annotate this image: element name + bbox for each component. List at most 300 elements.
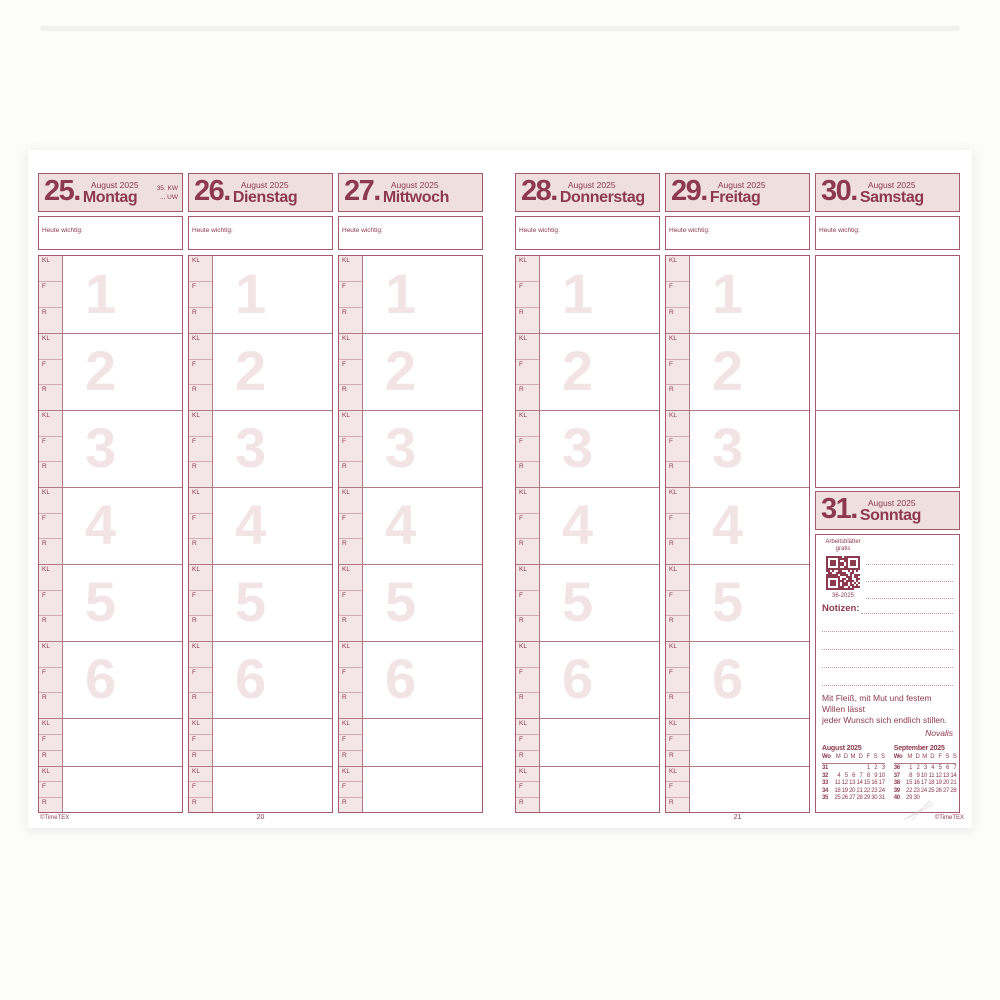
subject-cell: F — [39, 781, 62, 796]
lesson-slot-labels — [666, 565, 690, 641]
mini-calendar-dow: D — [858, 754, 863, 761]
lesson-slot-labels — [516, 719, 540, 766]
lesson-entry-area — [63, 334, 182, 410]
day-title — [860, 180, 924, 207]
subject-cell: F — [516, 781, 539, 796]
lesson-slot-labels — [189, 767, 213, 812]
lesson-row — [189, 410, 332, 487]
today-important-box — [38, 216, 183, 250]
lesson-slot-labels — [39, 411, 63, 487]
mini-calendar-header-row — [822, 754, 885, 764]
worksheets-label: Arbeitsblätter — [825, 539, 861, 545]
mini-calendar-day: 11 — [834, 780, 841, 787]
class-cell: KL — [189, 411, 212, 436]
room-cell: R — [39, 692, 62, 718]
room-cell: R — [339, 692, 362, 718]
mini-calendar-week-row — [894, 788, 957, 796]
subject-cell: F — [516, 436, 539, 462]
day-name-label: Freitag — [709, 188, 761, 206]
room-cell: R — [39, 750, 62, 766]
mini-calendar-week-number: 35 — [822, 795, 829, 802]
mini-calendar-day: 29 — [906, 795, 913, 802]
room-cell: R — [516, 384, 539, 410]
mini-calendar-day: 1 — [866, 765, 870, 772]
subject-cell: F — [516, 734, 539, 750]
lesson-entry-area — [690, 256, 809, 333]
lesson-number-watermark: 2 — [385, 338, 417, 402]
lesson-entry-area — [213, 642, 332, 718]
room-cell: R — [339, 538, 362, 564]
mini-calendar-day — [840, 765, 847, 773]
lesson-entry-area — [690, 565, 809, 641]
lesson-number-watermark: 6 — [712, 646, 744, 710]
lesson-number-watermark: 5 — [85, 569, 117, 633]
mini-calendar-day: 26 — [935, 787, 942, 794]
dotted-line — [822, 632, 953, 650]
lesson-row — [189, 256, 332, 333]
subject-cell: F — [666, 667, 689, 693]
mini-calendar-day: 9 — [916, 772, 920, 779]
lesson-entry-area — [213, 256, 332, 333]
day-month-label: August 2025 — [867, 497, 916, 508]
sunday-content-box — [815, 534, 960, 813]
class-cell: KL — [189, 719, 212, 734]
day-column — [338, 173, 483, 813]
room-cell: R — [516, 692, 539, 718]
mini-calendar-day — [833, 765, 840, 773]
mini-calendar-day: 25 — [928, 787, 935, 794]
lesson-slot-labels — [516, 767, 540, 812]
lesson-number-watermark: 2 — [85, 338, 117, 402]
lesson-row — [39, 487, 182, 564]
class-cell: KL — [39, 411, 62, 436]
lesson-number-watermark: 6 — [562, 646, 594, 710]
lesson-entry-area — [363, 256, 482, 333]
lesson-entry-area — [690, 411, 809, 487]
lesson-row — [189, 641, 332, 718]
subject-cell: F — [339, 436, 362, 462]
mini-calendar — [894, 745, 957, 803]
lesson-number-watermark: 3 — [562, 415, 594, 479]
lesson-entry-area — [213, 719, 332, 766]
mini-calendar-day: 21 — [950, 780, 957, 787]
lesson-number-watermark: 3 — [712, 415, 744, 479]
mini-calendar-week-row — [894, 780, 957, 788]
lesson-row — [666, 410, 809, 487]
lesson-entry-area — [363, 719, 482, 766]
subject-cell: F — [189, 734, 212, 750]
mini-calendar-week-number: 33 — [822, 780, 829, 787]
quote-line: Mit Fleiß, mit Mut und festem Willen lässt — [822, 693, 932, 714]
mini-calendar-day: 30 — [871, 795, 878, 802]
mini-calendar-week-number: 36 — [893, 765, 900, 772]
worksheets-row — [822, 539, 953, 599]
lesson-rows-box — [38, 255, 183, 813]
day-column — [188, 173, 333, 813]
lesson-entry-area — [540, 719, 659, 766]
room-cell: R — [339, 797, 362, 812]
lesson-row — [516, 641, 659, 718]
mini-calendar-day: 3 — [923, 765, 927, 772]
today-important-label: Heute wichtig: — [42, 227, 83, 234]
day-name-label: Donnerstag — [559, 188, 645, 206]
lesson-entry-area — [363, 565, 482, 641]
room-cell: R — [189, 538, 212, 564]
lesson-entry-area — [63, 488, 182, 564]
mini-calendar-week-row — [822, 780, 885, 788]
worksheets-write-lines — [866, 539, 953, 599]
lesson-slot-labels — [189, 411, 213, 487]
subject-cell: F — [339, 281, 362, 307]
class-cell: KL — [666, 334, 689, 359]
lesson-slot-labels — [39, 256, 63, 333]
mini-calendar-dow: M — [850, 754, 856, 761]
mini-calendar-day: 14 — [950, 772, 957, 779]
quote-author: Novalis — [925, 728, 953, 738]
mini-calendar-dow: F — [938, 754, 942, 761]
weekend-row — [816, 256, 959, 333]
room-cell: R — [339, 461, 362, 487]
lesson-entry-area — [540, 488, 659, 564]
mini-calendar-day: 2 — [874, 765, 878, 772]
mini-calendar-day — [848, 765, 855, 773]
room-cell: R — [189, 384, 212, 410]
lesson-row — [666, 641, 809, 718]
day-month-label: August 2025 — [717, 179, 766, 190]
subject-cell: F — [666, 281, 689, 307]
today-important-box — [515, 216, 660, 250]
room-cell: R — [189, 797, 212, 812]
day-name-label: Montag — [82, 188, 138, 206]
lesson-row — [189, 564, 332, 641]
mini-calendar-day: 28 — [856, 795, 863, 802]
class-cell: KL — [39, 767, 62, 781]
class-cell: KL — [516, 642, 539, 667]
day-header — [338, 173, 483, 212]
lesson-number-watermark: 6 — [385, 646, 417, 710]
mini-calendar-day: 9 — [874, 772, 878, 779]
class-cell: KL — [516, 565, 539, 590]
day-name-label: Sonntag — [859, 506, 922, 524]
mini-calendar-dow: Wo — [822, 754, 831, 761]
mini-calendar-dow: S — [873, 754, 878, 761]
subject-cell: F — [666, 436, 689, 462]
lesson-row — [39, 564, 182, 641]
mini-calendar-dow: M — [907, 754, 913, 761]
weekend-row — [816, 333, 959, 410]
teaching-week-label: ... UW — [159, 194, 178, 201]
class-cell: KL — [666, 719, 689, 734]
room-cell: R — [339, 384, 362, 410]
room-cell: R — [516, 615, 539, 641]
class-cell: KL — [39, 256, 62, 281]
subject-cell: F — [339, 734, 362, 750]
subject-cell: F — [666, 590, 689, 616]
mini-calendar-day: 18 — [928, 780, 935, 787]
mini-calendar-day: 19 — [935, 780, 942, 787]
page-left — [38, 150, 483, 828]
lesson-slot-labels — [339, 767, 363, 812]
mini-calendar-dow: Wo — [893, 754, 903, 761]
room-cell: R — [39, 461, 62, 487]
class-cell: KL — [516, 256, 539, 281]
mini-calendar-day: 29 — [863, 795, 870, 802]
day-column — [515, 173, 660, 813]
class-cell: KL — [189, 334, 212, 359]
lesson-entry-area — [540, 767, 659, 812]
extra-lesson-row — [39, 766, 182, 812]
lesson-row — [339, 564, 482, 641]
dotted-line — [866, 548, 953, 565]
lesson-slot-labels — [516, 256, 540, 333]
mini-calendar-day: 1 — [909, 765, 913, 772]
mini-calendar-day: 8 — [909, 772, 913, 779]
week-number-label: 35. KW — [156, 185, 178, 192]
subject-cell: F — [39, 436, 62, 462]
subject-cell: F — [516, 281, 539, 307]
mini-calendar-day: 31 — [878, 795, 885, 802]
lesson-entry-area — [63, 719, 182, 766]
lesson-slot-labels — [339, 642, 363, 718]
mini-calendar-day: 10 — [920, 772, 927, 779]
mini-calendars — [822, 745, 957, 803]
mini-calendar-dow: M — [835, 754, 841, 761]
lesson-slot-labels — [339, 488, 363, 564]
weekly-quote — [822, 693, 953, 739]
mini-calendar-week-number: 32 — [822, 772, 829, 779]
mini-calendar-day: 6 — [852, 772, 856, 779]
lesson-entry-area — [540, 334, 659, 410]
class-cell: KL — [666, 488, 689, 513]
day-title — [383, 180, 449, 207]
room-cell: R — [516, 307, 539, 333]
class-cell: KL — [189, 565, 212, 590]
lesson-number-watermark: 3 — [235, 415, 267, 479]
room-cell: R — [666, 538, 689, 564]
lesson-number-watermark: 2 — [235, 338, 267, 402]
lesson-slot-labels — [666, 642, 690, 718]
lesson-slot-labels — [39, 488, 63, 564]
class-cell: KL — [516, 488, 539, 513]
mini-calendar-day: 18 — [834, 787, 841, 794]
lesson-number-watermark: 6 — [235, 646, 267, 710]
mini-calendar-day: 14 — [856, 780, 863, 787]
lesson-number-watermark: 1 — [562, 261, 594, 325]
day-number: 27. — [344, 174, 380, 207]
mini-calendar-week-number: 39 — [893, 787, 900, 794]
class-cell: KL — [339, 256, 362, 281]
day-number: 25. — [44, 174, 80, 207]
lesson-slot-labels — [189, 256, 213, 333]
subject-cell: F — [39, 359, 62, 385]
mini-calendar-day: 21 — [856, 787, 863, 794]
lesson-number-watermark: 5 — [712, 569, 744, 633]
lesson-slot-labels — [39, 767, 63, 812]
mini-calendar-day — [949, 795, 956, 803]
mini-calendar-week-row — [822, 795, 885, 803]
lesson-number-watermark: 1 — [712, 261, 744, 325]
lesson-entry-area — [63, 767, 182, 812]
today-important-box — [665, 216, 810, 250]
lesson-rows-box — [815, 255, 960, 488]
subject-cell: F — [189, 436, 212, 462]
lesson-entry-area — [213, 767, 332, 812]
lesson-row — [516, 410, 659, 487]
class-cell: KL — [516, 719, 539, 734]
mini-calendar-week-row — [894, 765, 957, 773]
subject-cell: F — [666, 359, 689, 385]
subject-cell: F — [516, 359, 539, 385]
day-title — [560, 180, 645, 207]
mini-calendar-day: 4 — [931, 765, 935, 772]
mini-calendar-day: 17 — [878, 780, 885, 787]
mini-calendar-day: 2 — [916, 765, 920, 772]
mini-calendar-week-number: 40 — [893, 795, 900, 802]
mini-calendar-day: 28 — [950, 787, 957, 794]
notes-label: Notizen: — [822, 603, 860, 614]
lesson-entry-area — [63, 411, 182, 487]
lesson-slot-labels — [339, 334, 363, 410]
page-right — [515, 150, 960, 828]
mini-calendar-day: 13 — [943, 772, 950, 779]
lesson-slot-labels — [516, 488, 540, 564]
mini-calendar-day: 5 — [938, 765, 942, 772]
subject-cell: F — [339, 513, 362, 539]
room-cell: R — [39, 615, 62, 641]
lesson-number-watermark: 1 — [85, 261, 117, 325]
extra-lesson-row — [189, 766, 332, 812]
class-cell: KL — [189, 488, 212, 513]
mini-calendar-day: 22 — [906, 787, 913, 794]
lesson-row — [516, 487, 659, 564]
mini-calendar-day: 24 — [920, 787, 927, 794]
mini-calendar-title: September 2025 — [893, 745, 945, 753]
mini-calendar-day: 4 — [837, 772, 841, 779]
day-header — [38, 173, 183, 212]
subject-cell: F — [666, 781, 689, 796]
mini-calendar-day — [942, 795, 949, 803]
class-cell: KL — [189, 642, 212, 667]
mini-calendar-day: 19 — [841, 787, 848, 794]
mini-calendar-day: 27 — [849, 795, 856, 802]
lesson-number-watermark: 6 — [85, 646, 117, 710]
mini-calendar-day: 8 — [866, 772, 870, 779]
extra-lesson-row — [666, 718, 809, 766]
subject-cell: F — [666, 734, 689, 750]
class-cell: KL — [39, 334, 62, 359]
lesson-slot-labels — [516, 565, 540, 641]
day-name-label: Dienstag — [232, 188, 298, 206]
day-column-sunday — [815, 491, 960, 813]
lesson-entry-area — [690, 767, 809, 812]
lesson-row — [39, 333, 182, 410]
dotted-line — [822, 668, 953, 686]
room-cell: R — [189, 615, 212, 641]
mini-calendar-dow: M — [922, 754, 927, 761]
pencil-scribble-decoration — [902, 798, 938, 822]
subject-cell: F — [189, 359, 212, 385]
lesson-row — [666, 487, 809, 564]
lesson-entry-area — [63, 565, 182, 641]
mini-calendar-dow: F — [866, 754, 870, 761]
lesson-row — [339, 641, 482, 718]
mini-calendar-day: 24 — [878, 787, 885, 794]
mini-calendar-day: 23 — [913, 787, 920, 794]
extra-lesson-row — [516, 718, 659, 766]
mini-calendar-day: 20 — [849, 787, 856, 794]
lesson-rows-box — [515, 255, 660, 813]
lesson-entry-area — [690, 334, 809, 410]
mini-calendar-week-number: 38 — [893, 780, 900, 787]
subject-cell: F — [39, 281, 62, 307]
lesson-slot-labels — [339, 411, 363, 487]
room-cell: R — [666, 307, 689, 333]
mini-calendar-dow: D — [915, 754, 920, 761]
mini-calendar-day: 16 — [871, 780, 878, 787]
room-cell: R — [666, 797, 689, 812]
day-column — [38, 173, 183, 813]
lesson-number-watermark: 4 — [562, 492, 594, 556]
subject-cell: F — [516, 590, 539, 616]
mini-calendar-day: 11 — [928, 772, 935, 779]
lesson-slot-labels — [39, 565, 63, 641]
class-cell: KL — [339, 767, 362, 781]
lesson-slot-labels — [666, 411, 690, 487]
day-title — [233, 180, 297, 207]
subject-cell: F — [39, 667, 62, 693]
dotted-line — [822, 614, 953, 632]
mini-calendar-day: 10 — [878, 772, 885, 779]
day-number: 28. — [521, 174, 557, 207]
lesson-row — [516, 564, 659, 641]
extra-lesson-row — [339, 766, 482, 812]
lesson-slot-labels — [516, 642, 540, 718]
mini-calendar-week-row — [894, 773, 957, 781]
lesson-number-watermark: 1 — [235, 261, 267, 325]
mini-calendar-day: 13 — [849, 780, 856, 787]
lesson-entry-area — [213, 488, 332, 564]
lesson-slot-labels — [339, 256, 363, 333]
class-cell: KL — [339, 334, 362, 359]
lesson-slot-labels — [39, 719, 63, 766]
class-cell: KL — [516, 334, 539, 359]
room-cell: R — [666, 615, 689, 641]
lesson-row — [189, 333, 332, 410]
day-header — [665, 173, 810, 212]
quote-line: jeder Wunsch sich endlich stillen. — [822, 715, 948, 725]
room-cell: R — [339, 615, 362, 641]
room-cell: R — [516, 461, 539, 487]
lesson-number-watermark: 5 — [235, 569, 267, 633]
mini-calendar-week-row — [822, 788, 885, 796]
lesson-row — [189, 487, 332, 564]
mini-calendar-header-row — [894, 754, 957, 764]
class-cell: KL — [39, 642, 62, 667]
lesson-row — [666, 256, 809, 333]
subject-cell: F — [339, 781, 362, 796]
class-cell: KL — [189, 767, 212, 781]
lesson-entry-area — [540, 256, 659, 333]
day-number: 30. — [821, 174, 857, 207]
subject-cell: F — [189, 667, 212, 693]
mini-calendar-day: 23 — [871, 787, 878, 794]
lesson-number-watermark: 5 — [385, 569, 417, 633]
photo-background-edge — [40, 26, 960, 31]
subject-cell: F — [189, 281, 212, 307]
weekend-row — [816, 410, 959, 487]
mini-calendar-day: 16 — [913, 780, 920, 787]
lesson-slot-labels — [39, 334, 63, 410]
